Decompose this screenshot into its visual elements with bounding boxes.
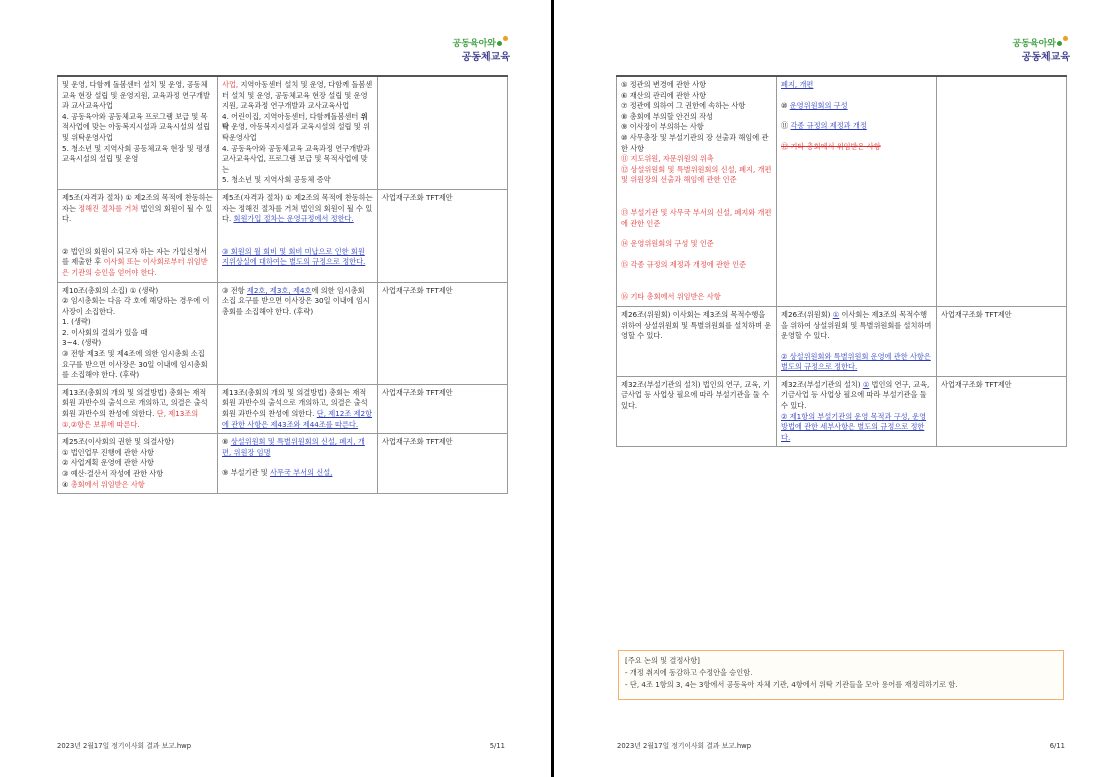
table-row — [58, 189, 508, 282]
text-segment: 이사회는 제3조의 목적수행을 위하여 상설위원회 및 특별위원회를 설치하며 운영할 수 있다. — [781, 309, 932, 341]
revised-article-cell — [218, 76, 378, 189]
page-number: 5/11 — [489, 742, 505, 750]
logo-line1: 공동육아와 — [452, 39, 496, 49]
page-divider — [551, 0, 554, 777]
text-segment: 상설위원회 및 특별위원회의 신설, 폐지, 개편, 위원장 임명 — [222, 437, 365, 457]
spacer — [621, 250, 772, 260]
note-cell: 사업재구조화 TFT제안 — [378, 189, 508, 282]
summary-title: [주요 논의 및 결정사항] — [625, 656, 700, 665]
current-article-cell — [617, 76, 777, 306]
note-cell: 사업재구조화 TFT제안 — [937, 306, 1067, 376]
logo-dot-icon — [1063, 36, 1068, 41]
spacer — [62, 225, 213, 247]
spacer — [781, 111, 932, 121]
logo-line2: 공동체교육 — [1021, 52, 1070, 63]
text-segment: 회원가입 절차는 운영규정에서 정한다. — [233, 214, 354, 224]
text-segment: 제13조(총회의 개의 및 의결방법) 총회는 재적회원 과반수의 출석으로 개의하고, 의결은 출석회원 과반수의 찬성에 의한다. — [62, 387, 208, 419]
current-article-cell — [58, 384, 218, 433]
revised-article-cell — [218, 189, 378, 282]
text-segment: 사무국 부서의 신설, — [270, 468, 333, 478]
table-row — [58, 76, 508, 189]
text-segment: 법인의 회원이 될 수 있다. — [62, 203, 213, 224]
text-segment: 제13조(총회의 개의 및 의결방법) 총회는 재적회원 과반수의 출석으로 개의하고, 의결은 출석회원 과반수의 찬성에 의한다. — [222, 387, 368, 419]
page-right — [560, 0, 1100, 777]
logo — [438, 36, 510, 64]
note-cell: 사업재구조화 TFT제안 — [378, 282, 508, 384]
footer-filename: 2023년 2월17일 정기이사회 결과 보고.hwp — [617, 742, 752, 750]
spacer — [621, 270, 772, 292]
revised-article-cell — [218, 434, 378, 494]
current-article-cell — [58, 434, 218, 494]
text-segment: ① — [862, 379, 870, 389]
note-cell — [378, 76, 508, 189]
text-segment: ⑩ — [781, 100, 790, 110]
page-number: 6/11 — [1049, 742, 1065, 750]
summary-line: - 개정 취지에 동감하고 수정안을 승인함. — [625, 668, 753, 677]
text-segment: ⑬ 부설기관 및 사무국 부서의 신설, 폐지와 개편에 관한 인준 — [621, 207, 772, 228]
text-segment: 운영, 아동복지시설과 교육시설의 설립 및 위탁운영사업 4. 공동육아와 공동체교육 교육과정 연구개발과 교사교육사업, 프로그램 보급 및 목적사업에 맞는 5. 청소년 및 지역사회 공동체 증약 — [222, 122, 370, 185]
text-segment: 정해진 절차를 거쳐 — [78, 203, 139, 213]
summary-line: - 단, 4조 1항의 3, 4는 3항에서 공동육아 자체 기관, 4항에서 위탁 기관들을 모아 용어를 재정리하기로 함. — [625, 680, 958, 689]
revised-article-cell — [777, 376, 937, 447]
note-cell: 사업재구조화 TFT제안 — [378, 434, 508, 494]
text-segment: 제2호, 제3호, 제4호 — [246, 285, 312, 295]
text-segment: 단, 제13조의 ①,②항은 보류에 따른다. — [62, 409, 199, 429]
spacer — [621, 229, 772, 239]
text-segment: ⑯ 기타 총회에서 위임받은 사항 — [621, 292, 721, 302]
text-segment: ⑤ 정관의 변경에 관한 사항 ⑥ 재산의 관리에 관한 사항 ⑦ 정관에 의하여 그 권한에 속하는 사항 ⑧ 총회에 부의할 안건의 작성 ⑨ 이사장이 부의하는 사항 ⑩ 사무총장 및 부설기관의 장 선출과 해임에 관한 사항 — [621, 80, 769, 153]
text-segment: 제26조(위원회) — [781, 309, 833, 319]
table-row — [58, 384, 508, 433]
logo-line2: 공동체교육 — [461, 52, 510, 63]
spacer — [222, 458, 373, 468]
text-segment: 제5조(자격과 절차) ① 제2조의 목적에 찬동하는 자는 — [62, 192, 213, 213]
text-segment: 위탁 — [222, 111, 368, 132]
text-segment: ② 상설위원회와 특별위원회 운영에 관한 사항은 별도의 규정으로 정한다. — [781, 351, 931, 372]
table-row — [58, 434, 508, 494]
text-segment: 단, 제12조 제2항에 관한 사항은 제43조와 제44조를 따른다. — [222, 409, 373, 429]
spacer — [222, 225, 373, 247]
text-segment: ② 제1항의 부설기관의 운영 목적과 구성, 운영방법에 관한 세부사항은 별도의 규정으로 정한다. — [781, 411, 927, 442]
page-left — [0, 0, 540, 777]
note-cell: 사업재구조화 TFT제안 — [378, 384, 508, 433]
spacer — [781, 91, 932, 101]
text-segment: 에 의한 임시총회 소집 요구를 받으면 이사장은 30일 이내에 임시총회를 소집해야 한다. (후략) — [222, 285, 370, 316]
current-article-cell — [58, 282, 218, 384]
logo-dot-icon — [503, 36, 508, 41]
revised-article-cell — [218, 384, 378, 433]
footer-filename: 2023년 2월17일 정기이사회 결과 보고.hwp — [57, 742, 192, 750]
amendment-table-left — [57, 75, 508, 494]
text-segment: 제32조(부설기관의 설치) 법인의 연구, 교육, 기금사업 등 사업상 필요에 따라 부설기관을 둘 수 있다. — [621, 379, 770, 411]
text-segment: ⑨ 부설기관 및 — [222, 468, 271, 478]
revised-article-cell — [218, 282, 378, 384]
text-segment: ⑧ — [222, 437, 231, 447]
logo-dot-icon — [1057, 41, 1062, 46]
text-segment: 사업, — [222, 80, 241, 89]
amendment-table-right — [616, 75, 1067, 447]
current-article-cell — [617, 376, 777, 447]
text-segment: 제26조(위원회) 이사회는 제3조의 목적수행을 위하여 상설위원회 및 특별위원회를 설치하며 운영할 수 있다. — [621, 309, 772, 341]
logo-dot-icon — [497, 41, 502, 46]
text-segment: 폐지, 개편 — [781, 80, 814, 89]
note-cell: 사업재구조화 TFT제안 — [937, 376, 1067, 447]
spacer — [781, 342, 932, 352]
text-segment: 제32조(부설기관의 설치) — [781, 379, 863, 389]
table-row — [617, 306, 1067, 376]
spacer — [621, 186, 772, 208]
text-segment: ⑮ 각종 규정의 제정과 개정에 관한 인준 — [621, 259, 747, 269]
text-segment: 및 운영, 다함께 돌봄센터 설치 및 운영, 공동체교육 현장 설립 및 운영지원, 교육과정 연구개발과 교사교육사업 4. 공동육아와 공동체교육 프로그램 보급 및 목적사업에 맞는 아동복지시설과 교육시설의 설립 및 위탁운영사업 5. 청소년 및 지역사회 공동체교육 현장 및 평생교육시설의 설립 및 운영 — [62, 80, 211, 164]
text-segment: 이사회 또는 이사회로부터 위임받은 기관의 승인을 얻어야 한다. — [62, 257, 208, 277]
logo — [998, 36, 1070, 64]
text-segment: 지역아동센터 설치 및 운영, 다함께 돌봄센터 설치 및 운영, 공동체교육 현장 설립 및 운영지원, 교육과정 연구개발과 교사교육사업 4. 어린이집, 지역아동센터, 다함께돌봄센터 — [222, 80, 373, 121]
text-segment: ③ 회원의 월 회비 및 회비 미납으로 인한 회원 지위상실에 대하여는 별도의 규정으로 정한다. — [222, 246, 366, 267]
current-article-cell — [58, 76, 218, 189]
text-segment: ⑪ — [781, 121, 791, 131]
text-segment: 제25조(이사회의 권한 및 의결사항) ① 법인업무 진행에 관한 사항 ② 사업계획 운영에 관한 사항 ③ 예산·결산서 작성에 관한 사항 ④ — [62, 437, 174, 489]
text-segment: 법인의 연구, 교육, 기금사업 등 사업상 필요에 따라 부설기관을 둘 수 있다. — [781, 379, 930, 411]
text-segment: 각종 규정의 제정과 개정 — [790, 121, 867, 131]
table-row — [617, 376, 1067, 447]
text-segment: ③ 전항 — [222, 285, 247, 295]
spacer — [781, 132, 932, 142]
text-segment: ⑭ 운영위원회의 구성 및 인준 — [621, 239, 714, 249]
text-segment: 운영위원회의 구성 — [789, 100, 848, 110]
table-row — [58, 282, 508, 384]
current-article-cell — [58, 189, 218, 282]
text-segment: ⑫ 기타 총회에서 위임받은 사항 — [781, 141, 881, 151]
revised-article-cell — [777, 76, 937, 306]
revised-article-cell — [777, 306, 937, 376]
text-segment: 제10조(총회의 소집) ① (생략) ② 임시총회는 다음 각 호에 해당하는 경우에 이사장이 소집한다. 1. (생략) 2. 이사회의 결의가 있을 때 3~4. (생략) ③ 전항 제3조 및 제4조에 의한 임시총회 소집 요구를 받으면 이사장은 30일 이내에 임시총회를 소집해야 한다. (후략) — [62, 285, 210, 380]
text-segment: 총회에서 위임받은 사항 — [70, 479, 145, 489]
table-row — [617, 76, 1067, 306]
text-segment: ① — [832, 309, 840, 319]
logo-line1: 공동육아와 — [1012, 39, 1056, 49]
current-article-cell — [617, 306, 777, 376]
text-segment: ⑪ 지도위원, 자문위원의 위촉 ⑫ 상설위원회 및 특별위원회의 신설, 폐지, 개편 및 위원장의 선출과 해임에 관한 인준 — [621, 154, 772, 185]
text-segment: 제5조(자격과 절차) ① 제2조의 목적에 찬동하는 자는 정해진 절차를 거쳐 법인의 회원이 될 수 있다. — [222, 192, 373, 224]
summary-box — [618, 650, 1064, 700]
text-segment: ② 법인의 회원이 되고자 하는 자는 가입신청서를 제출한 후 — [62, 246, 208, 267]
note-cell — [937, 76, 1067, 306]
